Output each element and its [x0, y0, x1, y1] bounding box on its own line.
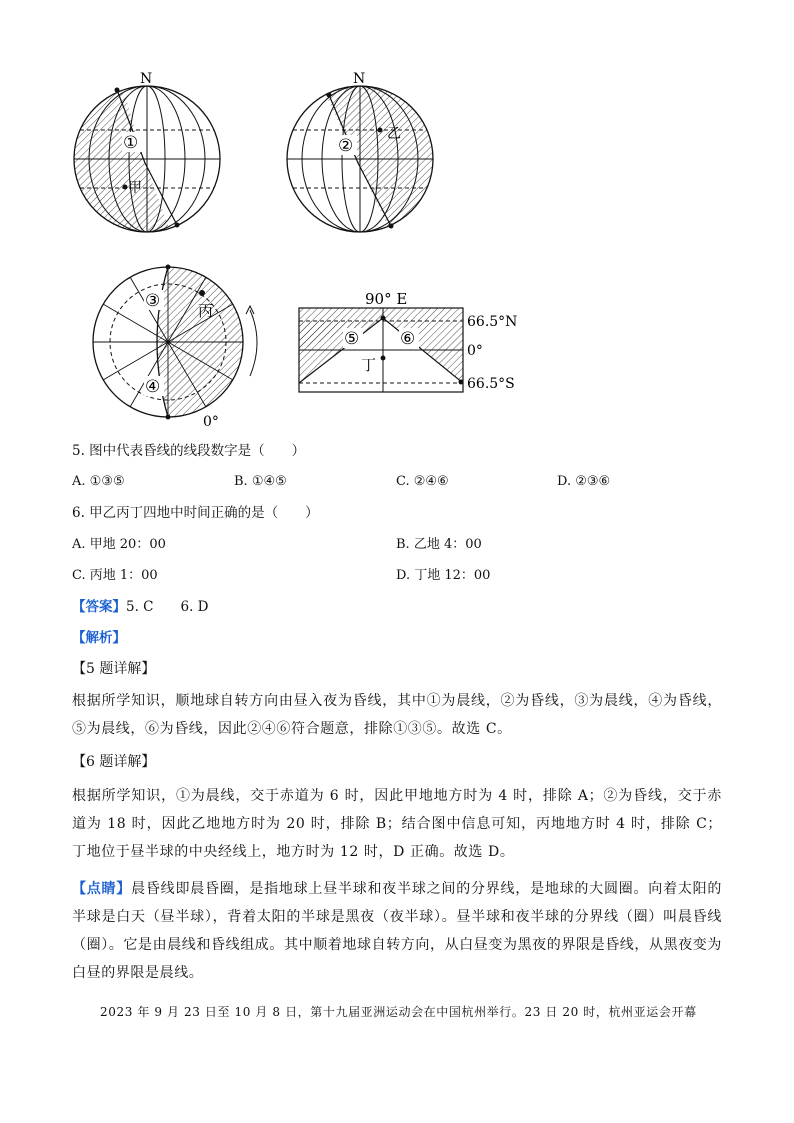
q6-option-d[interactable]: D. 丁地 12：00 — [396, 568, 491, 583]
figure-polar-3 — [88, 262, 268, 432]
q6-option-a[interactable]: A. 甲地 20：00 — [72, 537, 166, 552]
q6-stem: 6. 甲乙丙丁四地中时间正确的是（ ） — [72, 505, 319, 521]
q6-option-c[interactable]: C. 丙地 1：00 — [72, 568, 158, 583]
fig1-label-a: ① — [123, 133, 139, 153]
figure-globe-2 — [283, 68, 443, 238]
fig3-label-c: ④ — [145, 377, 161, 397]
q6-option-b[interactable]: B. 乙地 4：00 — [396, 537, 482, 552]
fig1-north-label: N — [140, 71, 153, 87]
tips-text: 晨昏线即晨昏圈，是指地球上昼半球和夜半球之间的分界线，是地球的大圆圈。向着太阳的半球是白天（昼半球），背着太阳的半球是黑夜（夜半球）。昼半球和夜半球的分界线（圈）叫晨昏线（圈）。它是由晨线和昏线组成。其中顺着地球自转方向，从白昼变为黑夜的界限是昏线，从黑夜变为白昼的界限是晨线。 — [72, 881, 722, 981]
fig4-label-c: 丁 — [361, 356, 377, 374]
detail5-text: 根据所学知识，顺地球自转方向由昼入夜为昏线，其中①为晨线，②为昏线，③为晨线，④为昏线，⑤为晨线，⑥为昏线，因此②④⑥符合题意，排除①③⑤。故选 C。 — [72, 693, 722, 737]
analysis-tag: 【解析】 — [72, 630, 126, 646]
figure-globe-1 — [70, 68, 230, 238]
fig4-lat-0: 0° — [467, 343, 483, 359]
q5-option-a[interactable]: A. ①③⑤ — [72, 474, 125, 489]
fig4-label-b: ⑥ — [400, 329, 416, 349]
detail6-title: 【6 题详解】 — [72, 754, 156, 770]
fig3-label-a: ③ — [145, 291, 161, 311]
tips-block — [72, 875, 722, 987]
fig4-lat-n: 66.5°N — [467, 314, 518, 330]
detail5-title: 【5 题详解】 — [72, 661, 156, 677]
fig4-top-label: 90° E — [365, 290, 408, 308]
fig2-label-b: 乙 — [387, 126, 401, 142]
answer-text: 5. C 6. D — [126, 599, 209, 615]
answer-tag: 【答案】 — [72, 599, 126, 615]
next-question-intro: 2023 年 9 月 23 日至 10 月 8 日，第十九届亚洲运动会在中国杭州举行。23 日 20 时，杭州亚运会开幕 — [100, 1005, 697, 1019]
fig1-label-b: 甲 — [128, 180, 142, 196]
q5-stem: 5. 图中代表昏线的线段数字是（ ） — [72, 443, 306, 459]
answer-line — [72, 597, 209, 617]
analysis-line — [72, 628, 126, 648]
fig2-label-a: ② — [338, 136, 354, 156]
tips-tag: 【点睛】 — [72, 881, 132, 897]
detail6-text: 根据所学知识，①为晨线，交于赤道为 6 时，因此甲地地方时为 4 时，排除 A；②为昏线，交于赤道为 18 时，因此乙地地方时为 20 时，排除 B；结合图中信息可知，丙地地方时 4 时，排除 C；丁地位于昼半球的中央经线上，地方时为 12 时，D 正确。故选 D。 — [72, 788, 722, 860]
fig4-lat-s: 66.5°S — [467, 376, 515, 392]
q5-option-d[interactable]: D. ②③⑥ — [557, 474, 611, 489]
q5-option-c[interactable]: C. ②④⑥ — [396, 474, 449, 489]
fig3-label-b: 丙 — [198, 302, 214, 320]
q5-option-b[interactable]: B. ①④⑤ — [234, 474, 287, 489]
fig4-label-a: ⑤ — [344, 329, 360, 349]
figure-map-4 — [295, 288, 535, 398]
fig2-north-label: N — [353, 71, 366, 87]
fig3-degree: 0° — [203, 414, 219, 430]
